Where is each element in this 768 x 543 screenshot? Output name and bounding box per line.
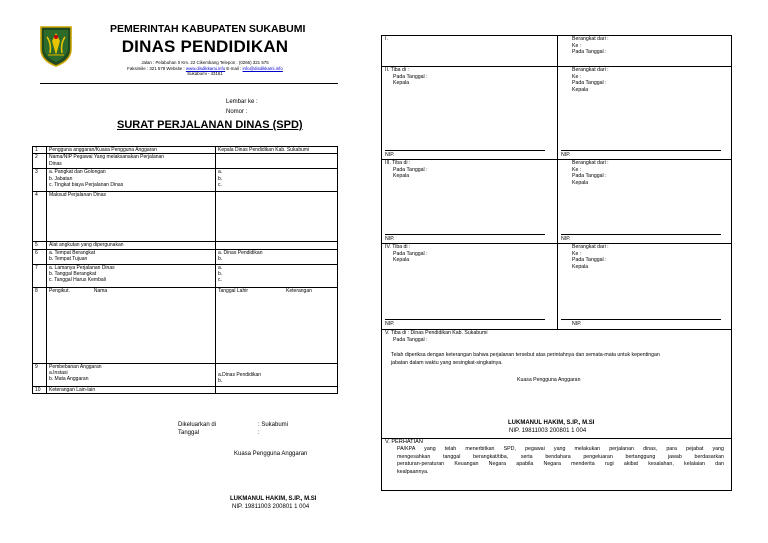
row-number: 5 — [33, 242, 47, 249]
arrival-head: Kepala — [393, 173, 410, 179]
agency-address — [90, 60, 320, 77]
departure-head: Kepala — [572, 86, 589, 93]
arrival-date: Pada Tanggal : — [393, 73, 428, 80]
issued-date-label: Tanggal — [178, 430, 200, 437]
document-meta — [226, 98, 258, 117]
attention-text — [397, 446, 724, 477]
nip-label-arrival: NIP. — [385, 236, 395, 242]
nip-label-departure: NIP. — [561, 152, 571, 158]
section-2-departure — [572, 67, 609, 93]
departure-from: Berangkat dari : — [572, 244, 609, 250]
agency-heading: DINAS PENDIDIKAN — [121, 37, 289, 56]
remarks-label: Keterangan — [286, 287, 312, 294]
section-3-departure — [572, 160, 609, 186]
signer-name: LUKMANUL HAKIM, S.IP., M.SI — [230, 496, 317, 502]
signature-line — [385, 234, 545, 235]
row-field-line: c. Tingkat biaya Perjalanan Dinas — [49, 181, 124, 188]
attention-line: PA/KPA yang telah menerbitkan SPD, pegawai yang melakukan perjalanan dinas, para pejabat yang — [397, 446, 724, 452]
row-number: 10 — [33, 386, 47, 393]
document-title: SURAT PERJALANAN DINAS (SPD) — [117, 119, 303, 131]
table-row — [33, 242, 338, 249]
departure-to: Ke : — [572, 250, 582, 257]
row-field-line: b. Mata Anggaran — [49, 376, 89, 382]
row-field — [47, 363, 216, 386]
row-field — [47, 249, 216, 264]
arrival-at: III. Tiba di : — [385, 160, 411, 166]
arrival-date: Pada Tanggal : — [393, 166, 428, 173]
departure-date: Pada Tanggal : — [572, 49, 607, 55]
table-row — [33, 386, 338, 393]
departure-date: Pada Tanggal : — [572, 257, 607, 263]
table-row — [33, 192, 338, 242]
departure-from: Berangkat dari : — [572, 36, 609, 42]
row-field-line: a. Lamanya Perjalanan Dinas — [49, 264, 115, 271]
website-link[interactable]: www.disdikkami.info — [185, 65, 226, 71]
regency-emblem-logo — [38, 25, 74, 67]
row-number: 8 — [33, 287, 47, 363]
signature-line — [561, 234, 721, 235]
section-3-arrival — [385, 160, 428, 180]
signature-line — [561, 150, 721, 151]
document-number-label: Nomor : — [226, 108, 248, 115]
column-divider — [557, 35, 558, 330]
companion-label: Pengikut. — [49, 287, 70, 294]
companion-name-label: Nama — [93, 287, 108, 294]
row-field-line: Dinas — [49, 160, 62, 167]
verification-note-line-1: Telah diperiksa dengan keterangan bahwa perjalanan tersebut atas perintahnya dan semata-mata untuk kepentingan — [391, 352, 660, 358]
arrival-date: Pada Tanggal : — [393, 250, 428, 257]
row-field — [47, 169, 216, 192]
section-divider — [381, 159, 731, 160]
row-field-line: a. Pangkat dan Golongan — [49, 169, 106, 176]
row-value — [216, 287, 338, 363]
row-number: 7 — [33, 264, 47, 287]
table-row — [33, 154, 338, 169]
row-field-line: c. Tanggal Harus Kembali — [49, 277, 106, 283]
row-number: 6 — [33, 249, 47, 264]
nip-label-arrival: NIP. — [385, 321, 395, 327]
issued-at-row — [178, 421, 288, 429]
issued-block — [178, 421, 288, 438]
row-value-line: b. — [218, 377, 223, 384]
table-row — [33, 287, 338, 363]
row-value-line: b. — [218, 255, 223, 262]
table-row — [33, 249, 338, 264]
table-row — [33, 363, 338, 386]
attention-heading: V. PERHATIAN — [385, 439, 423, 445]
row-value-line: c. — [218, 181, 222, 188]
signature-line — [385, 319, 545, 320]
row-value — [216, 169, 338, 192]
row-field — [47, 154, 216, 169]
row-field-line: a.Instasi — [49, 369, 68, 376]
nip-label-departure: NIP. — [561, 236, 571, 242]
arrival-head: Kepala — [393, 257, 410, 263]
arrival-at: IV. Tiba di : — [385, 244, 411, 250]
row-field — [47, 287, 216, 363]
address-line-1: Jalan : Pelabuhan II Km. 22 Cikembang Telepon : (0266) 321 575 — [141, 60, 269, 65]
row-field: Alat angkutan yang dipergunakan — [47, 242, 216, 249]
attention-line: mengesahkan tanggal berangkat/tiba, serta bendahara pengeluaran bertanggung jawab berdasarkan — [397, 453, 724, 460]
row-number: 4 — [33, 192, 47, 242]
signature-line — [385, 150, 545, 151]
signer-nip: NIP. 19811003 200801 1 004 — [232, 504, 310, 510]
table-row — [33, 147, 338, 154]
issued-at-value: : Sukabumi — [258, 422, 289, 428]
table-row — [33, 169, 338, 192]
row-field-line: Pembebanan Anggaran — [49, 363, 102, 370]
section-1-departure — [572, 36, 609, 56]
row-field-line: b. Tempat Tujuan — [49, 255, 88, 262]
sheet-number-label: Lembar ke : — [226, 99, 258, 105]
departure-head: Kepala — [572, 179, 589, 186]
government-heading: PEMERINTAH KABUPATEN SUKABUMI — [110, 23, 306, 35]
verification-note-line-2: jabatan dalam waktu yang sesingkat-singkatnya. — [391, 360, 503, 366]
departure-to: Ke : — [572, 166, 582, 173]
email-link[interactable]: info@disdikkami.info — [242, 65, 283, 71]
section-5-signer-nip: NIP. 19811003 200801 1 004 — [509, 428, 587, 434]
birth-date-label: Tanggal Lahir — [218, 287, 249, 294]
issued-at-label: Dikeluarkan di — [178, 422, 217, 428]
row-field-line: b. Tanggal Berangkat — [49, 270, 97, 277]
signer-role: Kuasa Pengguna Anggaran — [234, 451, 308, 457]
address-line-3: Sukabumi - 43161 — [187, 71, 223, 77]
issued-date-value: : — [258, 430, 260, 437]
row-value-line: c. — [218, 277, 222, 283]
section-1-number: I. — [385, 36, 388, 42]
departure-from: Berangkat dari : — [572, 67, 609, 73]
attention-line: peraturan-peraturan Keuangan Negara apabila Negara menderita rugi akibat kesalahan, kelalaian dan — [397, 461, 724, 468]
row-value-line: a.Dinas Pendidikan — [218, 371, 262, 378]
attention-line: kealpaannya. — [397, 469, 429, 476]
row-number: 1 — [33, 147, 47, 154]
row-number: 3 — [33, 169, 47, 192]
section-divider — [381, 243, 731, 244]
arrival-head: Kepala — [393, 80, 410, 86]
section-5-signer-role: Kuasa Pengguna Anggaran — [517, 377, 581, 383]
row-field — [47, 264, 216, 287]
section-divider — [381, 438, 731, 439]
row-field-line: a. Tempat Berangkat — [49, 249, 96, 256]
row-value-line: a. — [218, 264, 223, 271]
row-value — [216, 363, 338, 386]
departure-date: Pada Tanggal : — [572, 80, 607, 86]
section-divider — [381, 66, 731, 67]
row-number: 9 — [33, 363, 47, 386]
row-value: Kepala Dinas Pendidikan Kab. Sukabumi — [216, 147, 338, 154]
row-value-line: a. Dinas Pendidikan — [218, 249, 263, 256]
departure-from: Berangkat dari : — [572, 160, 609, 166]
header-divider — [40, 83, 338, 84]
row-field: Maksud Perjalanan Dinas — [47, 192, 216, 242]
row-field: Pengguna anggaran/Kuasa Pengguna Anggaran — [47, 147, 216, 154]
row-value-line: b. — [218, 270, 223, 277]
row-value-line: a. — [218, 169, 223, 176]
section-5-date: Pada Tanggal : — [393, 337, 428, 343]
section-2-arrival — [385, 67, 428, 87]
row-value — [216, 192, 338, 242]
row-field-line: Nama/NIP Pegawai Yang melaksanakan Perjalanan — [49, 154, 165, 161]
departure-date: Pada Tanggal : — [572, 173, 607, 179]
table-row — [33, 264, 338, 287]
signature-line — [561, 319, 721, 320]
row-value — [216, 386, 338, 393]
departure-to: Ke : — [572, 42, 582, 49]
section-4-departure — [572, 244, 609, 270]
nip-label-departure: NIP. — [572, 321, 582, 327]
nip-label-arrival: NIP. — [385, 152, 395, 158]
row-field: Keterangan Lain-lain — [47, 386, 216, 393]
row-value-line: b. — [218, 175, 223, 182]
arrival-at: II. Tiba di : — [385, 67, 409, 73]
issued-date-row — [178, 429, 288, 437]
departure-to: Ke : — [572, 73, 582, 80]
row-value — [216, 154, 338, 169]
email-label: E-mail : — [225, 65, 243, 71]
spd-form-table — [32, 146, 338, 394]
row-value — [216, 249, 338, 264]
row-field-line: b. Jabatan — [49, 175, 73, 182]
row-number: 2 — [33, 154, 47, 169]
row-value — [216, 264, 338, 287]
section-5-signer-name: LUKMANUL HAKIM, S.IP., M.SI — [508, 420, 595, 426]
contact-prefix: Faksimile : 321 578 Website : — [127, 65, 186, 71]
row-value — [216, 242, 338, 249]
section-5-arrival: V. Tiba di : Dinas Pendidikan Kab. Sukabumi — [385, 330, 488, 336]
departure-head: Kepala — [572, 263, 589, 270]
section-4-arrival — [385, 244, 428, 264]
